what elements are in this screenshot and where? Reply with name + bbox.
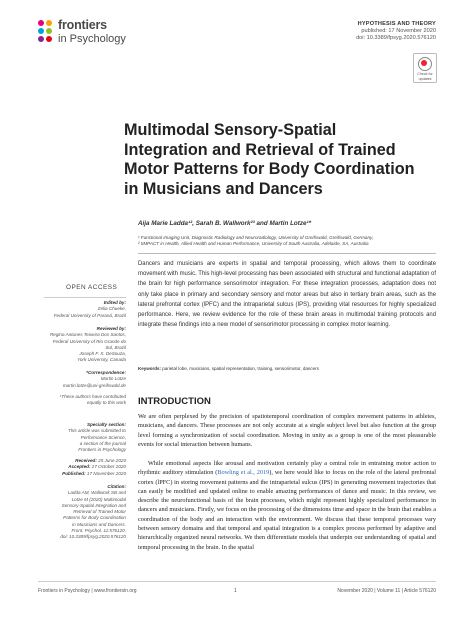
correspondence-name: Martin Lotze: [100, 376, 126, 382]
citation-line: in Musicians and Dancers.: [72, 521, 126, 527]
doi-link[interactable]: doi: 10.3389/fpsyg.2020.576120: [356, 35, 436, 42]
correspondence-email-link[interactable]: martin.lotze@uni-greifswald.de: [62, 382, 126, 388]
published-date: published: 17 November 2020: [361, 28, 436, 35]
note-line: equally to this work: [86, 400, 126, 406]
citation-line: Lotze M (2020) Multimodal: [71, 496, 126, 502]
citation-section: [38, 484, 126, 541]
reviewed-by-label: Reviewed by:: [96, 326, 126, 331]
reviewed-by-section: [38, 326, 126, 364]
divider: [138, 253, 436, 254]
citation-line: Front. Psychol. 11:576120.: [71, 528, 126, 534]
keywords-list: parietal lobe, musicians, spatial representation, training, sensorimotor, dancers: [162, 366, 319, 371]
citation-label: Citation:: [107, 484, 126, 489]
edited-by-section: [38, 300, 126, 319]
section-heading: INTRODUCTION: [138, 396, 211, 407]
keywords: [138, 366, 436, 371]
specialty-section: [38, 422, 126, 453]
intro-paragraph-1: We are often perplexed by the precision of spatiotemporal coordination of complex movement patterns in athletes, musicians, and dancers. These processes are not only accurate at a single subject level but also function at the group level forming a synchronization of social coordination. Moving in unity as a group is one of the most pleasurable events for social interaction between humans.: [138, 413, 436, 448]
citation-line: Patterns for Body Coordination: [63, 515, 126, 521]
footer-divider: [38, 581, 436, 582]
check-for-updates-button[interactable]: [413, 53, 437, 83]
specialty-line: a section of the journal: [79, 440, 126, 446]
citation-line: Ladda AM, Wallwork SB and: [67, 490, 126, 496]
footer-journal-link[interactable]: Frontiers in Psychology | www.frontiersin.org: [38, 588, 137, 594]
article-type: HYPOTHESIS AND THEORY: [357, 21, 436, 27]
reviewer-line: Federal University of Rio Grande do: [52, 338, 126, 344]
specialty-line: Performance Science,: [80, 434, 126, 440]
specialty-line: This article was submitted to: [68, 428, 126, 434]
reviewer-line: Joseph F. X. DeSouza,: [79, 351, 126, 357]
article-meta: [356, 21, 436, 43]
badge-text-2: updates: [418, 77, 432, 81]
affiliations: [138, 235, 373, 248]
editor-name: Zelia Chueke,: [97, 306, 126, 312]
open-access-label: OPEN ACCESS: [66, 284, 118, 291]
frontiers-logo-icon: [38, 20, 54, 44]
reviewer-line: Regina Antunes Teixeira Dos Santos,: [49, 332, 126, 338]
reviewer-line: York University, Canada: [77, 357, 126, 363]
affiliation-2: ² IIMPACT in Health, Allied Health and Human Performance, University of South Australia, Adelaide, SA, Australia: [138, 241, 369, 247]
specialty-label: Specialty section:: [86, 422, 126, 427]
sidebar-divider: [44, 297, 126, 298]
reviewer-line: Sul, Brazil: [105, 344, 126, 350]
correspondence-section: [38, 370, 126, 389]
editor-affiliation: Federal University of Paraná, Brazil: [53, 312, 126, 318]
abstract: Dancers and musicians are experts in spatial and temporal processing, which allows them to coordinate movement with music. This high-level processing has been associated with structural and functional adaptation of the brain for high performance sensorimotor integration. For these integration processes, adaptation does not only take place in primary and secondary sensory and motor areas but also in tertiary brain areas, such as the lateral prefrontal cortex (lPFC) and the intraparietal sulcus (IPS), providing vital resources for highly specialized performance. Here, we review evidence for the role of these brain areas in multimodal training protocols and integrate these findings into a new model of sensorimotor processing in complex motor learning.: [138, 261, 436, 329]
note-line: ¹These authors have contributed: [59, 394, 126, 399]
article-title: Multimodal Sensory-Spatial Integration and Retrieval of Trained Motor Patterns for Body Coordination in Musicians and Dancers: [124, 121, 415, 198]
journal-name: frontiers: [58, 18, 107, 32]
badge-text-1: Check for: [417, 72, 433, 76]
correspondence-label: *Correspondence:: [86, 370, 126, 375]
published-date-sidebar: Published: 17 November 2020: [62, 470, 126, 476]
affiliation-1: ¹ Functional Imaging Unit, Diagnostic Radiology and Neuroradiology, University of Greifswald, Greifswald, Germany,: [138, 235, 374, 240]
citation-doi-link[interactable]: doi: 10.3389/fpsyg.2020.576120: [60, 534, 126, 540]
edited-by-label: Edited by:: [103, 300, 126, 305]
dates-section: [38, 458, 126, 477]
page-number: 1: [234, 588, 237, 594]
citation-line: Sensory-Spatial Integration and: [61, 502, 126, 508]
citation-line: Retrieval of Trained Motor: [73, 509, 126, 515]
accepted-date: Accepted: 27 October 2020: [68, 464, 126, 470]
specialty-line: Frontiers in Psychology: [78, 447, 126, 453]
equal-contribution-note: [38, 394, 126, 407]
journal-subname: in Psychology: [58, 33, 126, 45]
citation-link[interactable]: Bowling et al., 2019: [217, 469, 270, 477]
author-list: Aija Marie Ladda¹², Sarah B. Wallwork²³ and Martin Lotze¹*: [138, 220, 312, 227]
received-date: Received: 25 June 2020: [75, 458, 126, 463]
crossmark-icon: [418, 57, 432, 71]
keywords-label: Keywords:: [138, 366, 162, 371]
footer-volume: November 2020 | Volume 11 | Article 576120: [337, 588, 436, 594]
intro-paragraph-2: While emotional aspects like arousal and motivation certainly play a central role in entraining motor action to rhythmic auditory stimulation (Bowling et al., 2019), we here would like to focus on the role of the lateral prefrontal cortex (lPFC) in storing movement patterns and the intraparietal sulcus (IPS) in generating movement trajectories that can easily be modified and updated online to enable amazing performances of dance and music. In this review, we describe the neurofunctional basis of the brain processes, which might represent highly specialized performance in dancers and musicians. Firstly, we focus on the processing of the dimensions time and space in the brain that enables a coordination of the body and an interaction with the environment. We discuss that these temporal processes vary between sensory domains and that temporal and spatial integration is a complex process performed by adaptive and hierarchically organized neural networks. We then differentiate models that underpin our understanding of spatial and temporal processing in the brain. In the spatial: [138, 460, 436, 551]
journal-logo: [38, 18, 148, 52]
